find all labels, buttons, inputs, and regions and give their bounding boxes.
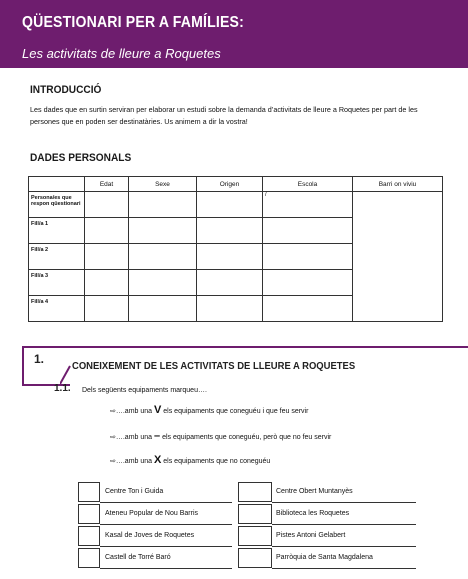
escola-input-cell[interactable] (263, 270, 353, 296)
equipment-checkbox[interactable] (78, 548, 100, 568)
document-subtitle: Les activitats de lleure a Roquetes (22, 46, 221, 61)
option-line-v: ⇨….amb una V els equipaments que coneguéu i que feu servir (110, 404, 309, 416)
edat-input-cell[interactable] (85, 244, 129, 270)
mark-v: V (154, 404, 162, 416)
barri-input-cell[interactable] (353, 192, 443, 322)
sexe-input-cell[interactable] (129, 244, 197, 270)
equipments-grid (78, 482, 418, 568)
option-line-x: ⇨….amb una X els equipaments que no coneguéu (110, 454, 271, 466)
row-label: Fill/a 2 (29, 244, 85, 270)
sexe-input-cell[interactable] (129, 296, 197, 322)
edat-input-cell[interactable] (85, 192, 129, 218)
equipment-checkbox[interactable] (238, 504, 272, 524)
mark-dash: – (154, 430, 161, 442)
header-banner (0, 0, 468, 68)
table-header-row (29, 177, 443, 192)
section-title: CONEIXEMENT DE LES ACTIVITATS DE LLEURE A ROQUETES (72, 360, 356, 372)
column-header-edat: Edat (85, 177, 129, 192)
row-label: Fill/a 1 (29, 218, 85, 244)
edat-input-cell[interactable] (85, 296, 129, 322)
subsection-number: 1.1. (54, 383, 71, 394)
intro-text: Les dades que en surtin serviran per elaborar un estudi sobre la demanda d’activitats de lleure a Roquetes per part de les persones que en poden ser destinatàries. Us animem a dir la vostra! (30, 105, 418, 126)
equipment-label: Ateneu Popular de Nou Barris (105, 510, 198, 517)
equipment-checkbox[interactable] (78, 482, 100, 502)
document-title: QÜESTIONARI PER A FAMÍLIES: (22, 14, 244, 31)
equipment-label: Centre Ton i Guida (105, 488, 164, 495)
row-label: Fill/a 4 (29, 296, 85, 322)
equipment-checkbox[interactable] (78, 504, 100, 524)
equipment-checkbox[interactable] (238, 526, 272, 546)
section-divider (22, 346, 468, 348)
mark-x: X (154, 454, 162, 466)
edat-input-cell[interactable] (85, 270, 129, 296)
row-label: Fill/a 3 (29, 270, 85, 296)
sexe-input-cell[interactable] (129, 218, 197, 244)
equipment-label: Castell de Torré Baró (105, 554, 171, 561)
origen-input-cell[interactable] (197, 192, 263, 218)
origen-input-cell[interactable] (197, 218, 263, 244)
personal-data-table (28, 176, 443, 322)
equipment-label: Kasal de Joves de Roquetes (105, 532, 195, 539)
origen-input-cell[interactable] (197, 296, 263, 322)
sexe-input-cell[interactable] (129, 270, 197, 296)
column-header (29, 177, 85, 192)
equipment-checkbox[interactable] (238, 482, 272, 502)
section-number: 1. (34, 352, 45, 366)
equipment-label: Parròquia de Santa Magdalena (276, 554, 373, 561)
escola-input-cell[interactable] (263, 218, 353, 244)
intro-heading: INTRODUCCIÓ (30, 84, 102, 96)
option-line-dash: ⇨….amb una – els equipaments que coneguéu, però que no feu servir (110, 430, 332, 442)
escola-input-cell[interactable] (263, 244, 353, 270)
column-header-escola: Escola (263, 177, 353, 192)
table-row (29, 192, 443, 218)
sexe-input-cell[interactable] (129, 192, 197, 218)
escola-input-cell[interactable] (263, 296, 353, 322)
equipment-checkbox[interactable] (78, 526, 100, 546)
escola-input-cell[interactable]: / (263, 192, 353, 218)
edat-input-cell[interactable] (85, 218, 129, 244)
equipment-label: Pistes Antoni Gelabert (276, 532, 346, 539)
column-header-sexe: Sexe (129, 177, 197, 192)
row-label: Persona/es que respon qüestionari (29, 192, 85, 218)
subsection-text: Dels següents equipaments marqueu…. (82, 387, 207, 394)
origen-input-cell[interactable] (197, 270, 263, 296)
column-header-origen: Origen (197, 177, 263, 192)
column-header-barri: Barri on viviu (353, 177, 443, 192)
equipment-checkbox[interactable] (238, 548, 272, 568)
equipment-label: Biblioteca les Roquetes (276, 510, 350, 517)
personal-data-heading: DADES PERSONALS (30, 152, 132, 164)
equipment-label: Centre Obert Muntanyès (276, 488, 353, 495)
origen-input-cell[interactable] (197, 244, 263, 270)
